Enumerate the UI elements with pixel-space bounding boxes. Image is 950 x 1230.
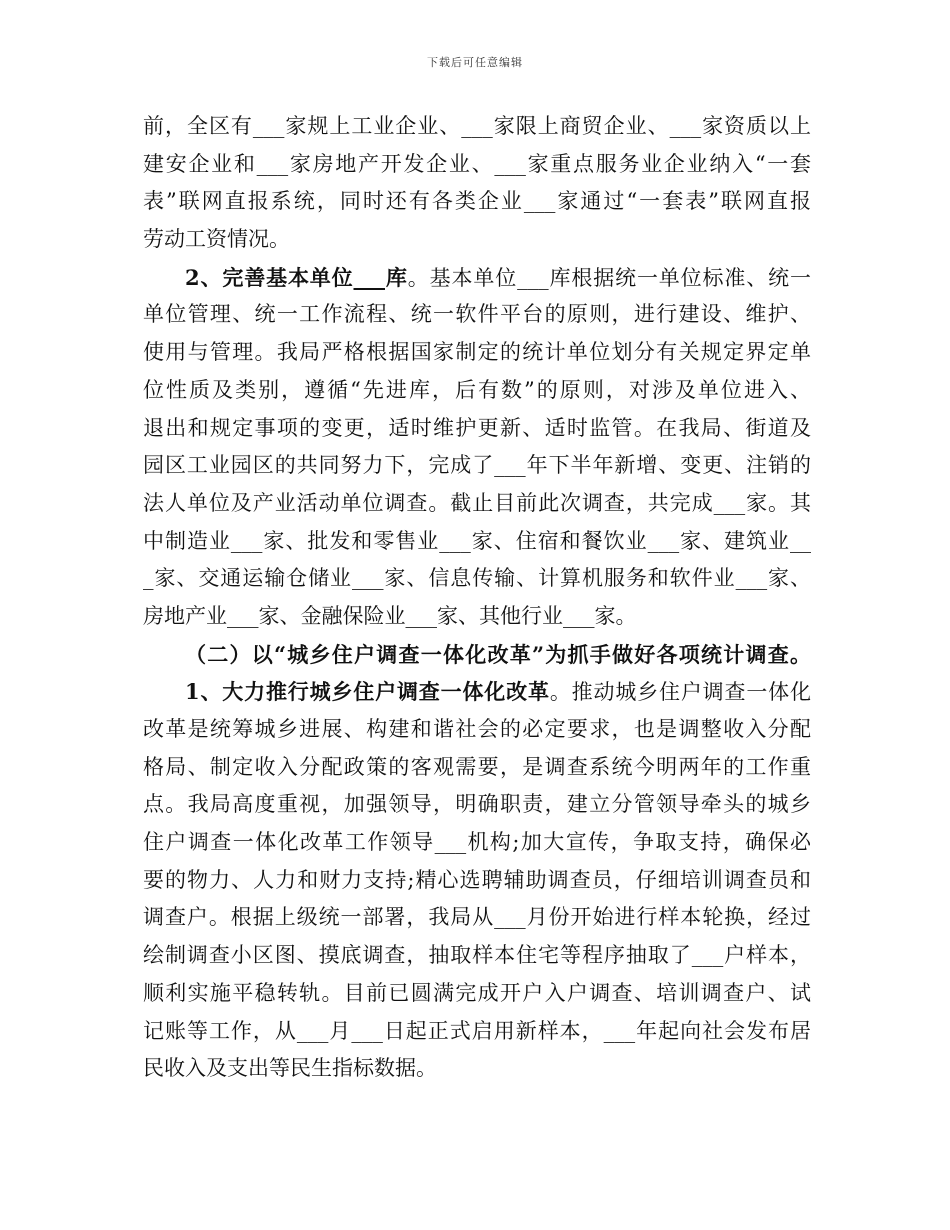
text-line [143, 1050, 811, 1088]
text-line [143, 183, 811, 221]
body-text: 园区工业园区的共同努力下，完成了___年下半年新增、变更、注销的 [143, 453, 811, 478]
text-line [143, 259, 811, 297]
text-line [143, 372, 811, 410]
text-line [143, 975, 811, 1013]
body-text: 格局、制定收入分配政策的客观需要，是调查系统今明两年的工作重 [143, 754, 811, 779]
text-line [143, 862, 811, 900]
text-line [143, 410, 811, 448]
body-text: 使用与管理。我局严格根据国家制定的统计单位划分有关规定界定单 [143, 340, 811, 365]
body-text: 退出和规定事项的变更，适时维护更新、适时监管。在我局、街道及 [143, 415, 811, 440]
bold-heading-text: 2、完善基本单位___库 [185, 264, 408, 290]
body-text: 建安企业和___家房地产开发企业、___家重点服务业企业纳入“一套 [143, 151, 811, 176]
body-text: 位性质及类别，遵循“先进库，后有数”的原则，对涉及单位进入、 [143, 377, 811, 402]
body-text: 改革是统筹城乡进展、构建和谐社会的必定要求，也是调整收入分配 [143, 717, 811, 741]
bold-heading-text: （二）以“城乡住户调查一体化改革”为抓手做好各项统计调查。 [185, 641, 811, 667]
text-line [143, 749, 811, 787]
text-line [143, 1013, 811, 1051]
body-text: 调查户。根据上级统一部署，我局从___月份开始进行样本轮换，经过 [143, 905, 811, 930]
text-line [143, 108, 811, 146]
text-line [143, 824, 811, 862]
body-text: 住户调查一体化改革工作领导___机构;加大宣传，争取支持，确保必 [143, 830, 811, 855]
body-text: 记账等工作，从___月___日起正式启用新样本，___年起向社会发布居 [143, 1018, 811, 1043]
text-line [143, 146, 811, 184]
body-text: 房地产业___家、金融保险业___家、其他行业___家。 [143, 603, 637, 628]
body-text: 表”联网直报系统，同时还有各类企业___家通过“一套表”联网直报 [143, 189, 811, 214]
body-text: 绘制调查小区图、摸底调查，抽取样本住宅等程序抽取了___户样本， [143, 943, 811, 968]
body-text: 单位管理、统一工作流程、统一软件平台的原则，进行建设、维护、 [143, 302, 811, 327]
text-line [143, 711, 811, 749]
text-line [143, 937, 811, 975]
body-text: 要的物力、人力和财力支持;精心选聘辅助调查员，仔细培训调查员和 [143, 867, 811, 892]
text-line [143, 636, 811, 674]
text-line [143, 485, 811, 523]
page-header: 下载后可任意编辑 [427, 56, 523, 69]
text-line [143, 598, 811, 636]
text-line [143, 523, 811, 561]
text-line [143, 447, 811, 485]
body-text: 前，全区有___家规上工业企业、___家限上商贸企业、___家资质以上 [143, 114, 811, 138]
body-text: 。基本单位___库根据统一单位标准、统一 [407, 265, 811, 290]
body-text: _家、交通运输仓储业___家、信息传输、计算机服务和软件业___家、 [143, 566, 811, 591]
body-text: 民收入及支出等民生指标数据。 [143, 1056, 437, 1081]
text-line [143, 673, 811, 711]
text-line [143, 786, 811, 824]
bold-heading-text: 1、大力推行城乡住户调查一体化改革 [185, 679, 550, 705]
text-line [143, 334, 811, 372]
document-body [143, 108, 811, 1088]
body-text: 。推动城乡住户调查一体化 [549, 680, 811, 705]
body-text: 劳动工资情况。 [143, 227, 290, 252]
body-text: 顺利实施平稳转轨。目前已圆满完成开户入户调查、培训调查户、试 [143, 980, 811, 1005]
text-line [143, 899, 811, 937]
body-text: 点。我局高度重视，加强领导，明确职责，建立分管领导牵头的城乡 [143, 792, 811, 817]
body-text: 中制造业___家、批发和零售业___家、住宿和餐饮业___家、建筑业__ [143, 528, 811, 553]
body-text: 法人单位及产业活动单位调查。截止目前此次调查，共完成___家。其 [143, 490, 811, 515]
text-line [143, 221, 811, 259]
text-line [143, 296, 811, 334]
text-line [143, 560, 811, 598]
